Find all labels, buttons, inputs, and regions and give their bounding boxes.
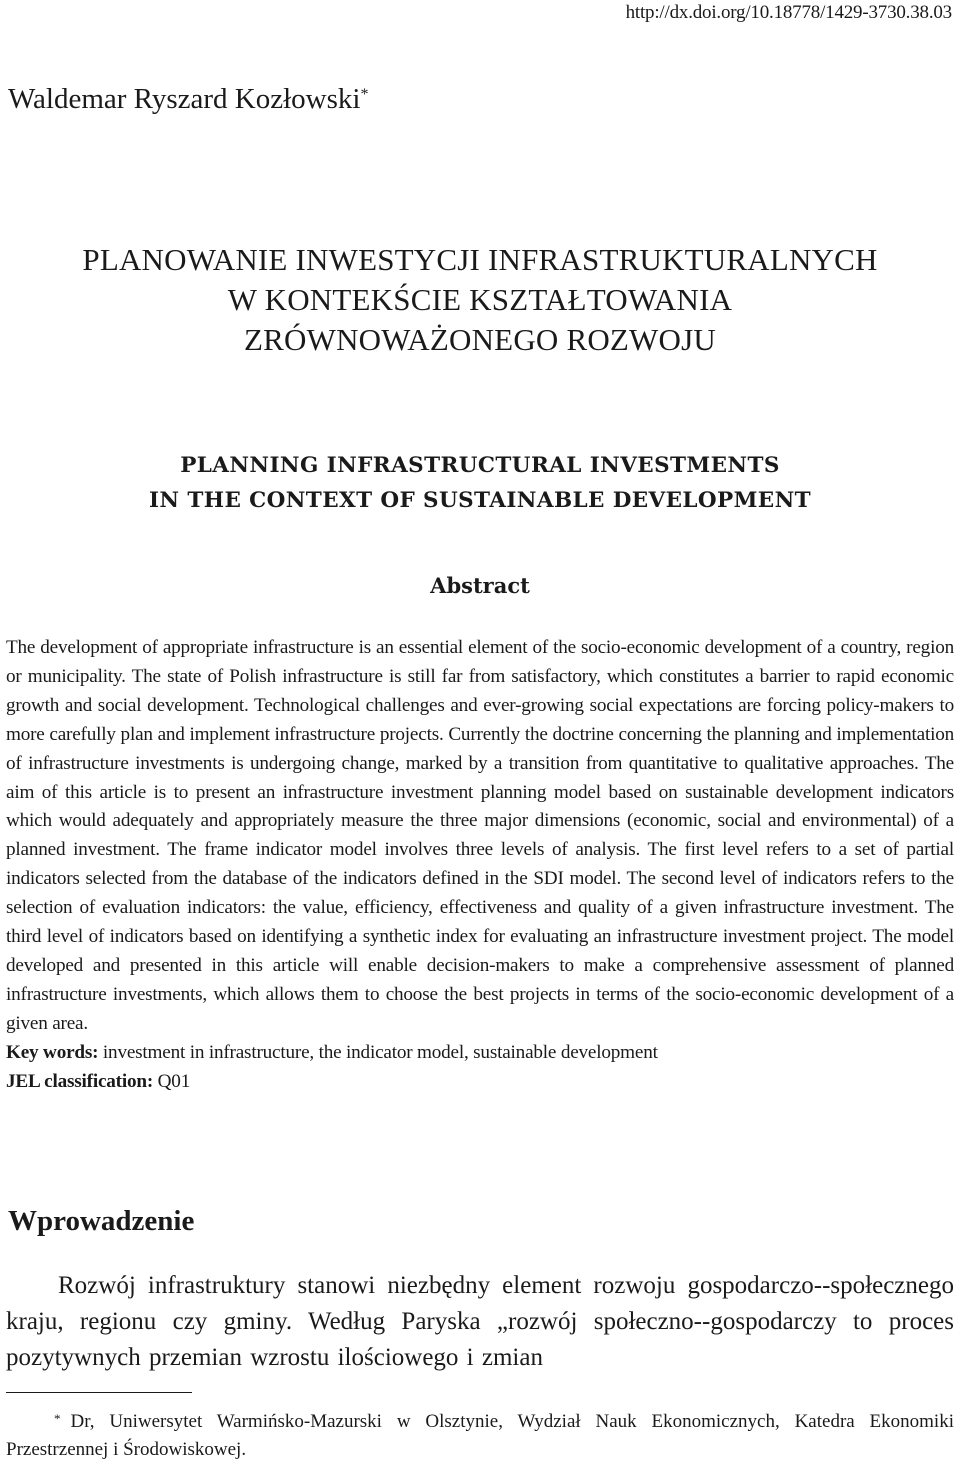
keywords-label: Key words: [6,1041,99,1063]
doi-link[interactable]: http://dx.doi.org/10.18778/1429-3730.38.03 [625,2,952,23]
jel-value: Q01 [153,1070,191,1092]
abstract-body [6,634,954,1097]
title-polish [0,240,960,360]
title-english-line-1: PLANNING INFRASTRUCTURAL INVESTMENTS [180,453,780,478]
section-heading: Wprowadzenie [8,1205,195,1237]
title-polish-line-3: ZRÓWNOWAŻONEGO ROZWOJU [244,322,716,357]
footnote [6,1408,954,1464]
author-name [8,82,368,116]
footnote-divider [6,1392,192,1393]
title-english [0,448,960,518]
footnote-marker: * [54,1411,61,1426]
abstract-text: The development of appropriate infrastructure is an essential element of the socio-economic development of a country, region or municipality. The state of Polish infrastructure is still far from satisfactory, which constitutes a barrier to rapid economic growth and social development. Technological challenges and ever-growing social expectations are forcing policy-makers to more carefully plan and implement infrastructure projects. Currently the doctrine concerning the planning and implementation of infrastructure investments is undergoing change, marked by a transition from quantitative to qualitative approaches. The aim of this article is to present an infrastructure investment planning model based on sustainable development indicators which would adequately and appropriately measure the three major dimensions (economic, social and environmental) of a planned investment. The frame indicator model involves three levels of analysis. The first level refers to a set of partial indicators selected from the database of the indicators defined in the SDI model. The second level of indicators refers to the selection of evaluation indicators: the value, efficiency, effectiveness and quality of a given infrastructure investment. The third level of indicators based on identifying a synthetic index for evaluating an infrastructure investment project. The model developed and presented in this article will enable decision-makers to make a comprehensive assessment of planned infrastructure investments, which allows them to choose the best projects in terms of the socio-economic development of a given area. [6,637,954,1034]
author-footnote-marker: * [360,86,369,103]
abstract-heading: Abstract [430,573,530,598]
author-name-text: Waldemar Ryszard Kozłowski [8,83,361,115]
jel-label: JEL classification: [6,1070,154,1092]
keywords-value: investment in infrastructure, the indicator model, sustainable development [98,1041,658,1063]
title-polish-line-2: W KONTEKŚCIE KSZTAŁTOWANIA [227,282,733,317]
intro-paragraph: Rozwój infrastruktury stanowi niezbędny element rozwoju gospodarczo--społecznego kraju, regionu czy gminy. Według Paryska „rozwój społeczno--gospodarczy to proces pozytywnych przemian wzrostu ilościowego i zmian [6,1272,954,1371]
intro-body [6,1268,954,1376]
title-polish-line-1: PLANOWANIE INWESTYCJI INFRASTRUKTURALNYCH [82,242,878,277]
footnote-paragraph [6,1408,954,1464]
footnote-text: Dr, Uniwersytet Warmińsko-Mazurski w Olsztynie, Wydział Nauk Ekonomicznych, Katedra Ekonomiki Przestrzennej i Środowiskowej. [6,1411,954,1460]
title-english-line-2: IN THE CONTEXT OF SUSTAINABLE DEVELOPMENT [148,488,812,513]
jel-line [6,1068,954,1097]
keywords-line [6,1039,954,1068]
